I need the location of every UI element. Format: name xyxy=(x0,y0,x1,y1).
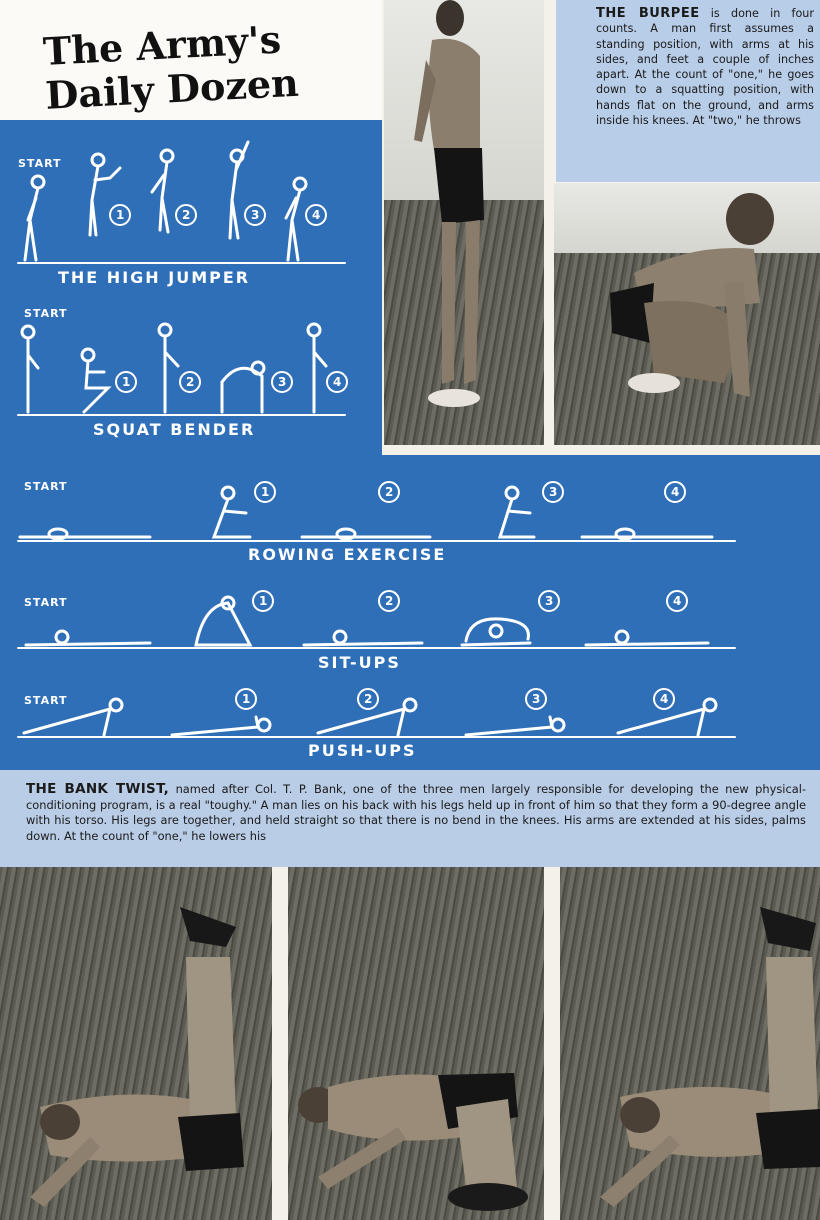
count-3: 3 xyxy=(251,208,260,222)
standing-man-figure xyxy=(384,0,544,445)
high-jumper-caption: THE HIGH JUMPER xyxy=(58,268,251,287)
count-2: 2 xyxy=(385,485,394,499)
bank-twist-body: named after Col. T. P. Bank, one of the three men largely responsible for developing the new physical-conditioning program, is a real "toughy." A man lies on his back with his legs held up in front of him so that they form a 90-degree angle with his torso. His legs are together, and held straight so that there is no bend in the knees. His arms are extended at his sides, palms down. At the count of "one," he lowers his xyxy=(26,782,806,843)
bank-twist-figure-3 xyxy=(560,867,820,1220)
count-3: 3 xyxy=(549,485,558,499)
burpee-text-box xyxy=(556,0,820,182)
count-4: 4 xyxy=(312,208,321,222)
count-4: 4 xyxy=(660,692,669,706)
photo-bank-twist-2 xyxy=(288,867,544,1220)
count-3: 3 xyxy=(532,692,541,706)
count-1: 1 xyxy=(122,375,131,389)
photo-burpee-squat xyxy=(554,183,820,445)
count-1: 1 xyxy=(259,594,268,608)
count-numerals-mid xyxy=(0,455,820,770)
count-3: 3 xyxy=(278,375,287,389)
count-1: 1 xyxy=(116,208,125,222)
exercise-panel-mid xyxy=(0,455,820,770)
title-line-1: The Army's xyxy=(41,16,283,74)
count-1: 1 xyxy=(261,485,270,499)
photo-burpee-standing xyxy=(384,0,544,445)
bank-twist-heading: THE BANK TWIST, xyxy=(26,781,170,797)
squat-bender-caption: SQUAT BENDER xyxy=(93,420,256,439)
count-2: 2 xyxy=(182,208,191,222)
burpee-paragraph xyxy=(596,6,814,128)
bank-twist-text-box xyxy=(0,770,820,867)
title-line-2: Daily Dozen xyxy=(44,59,300,118)
count-numerals-top xyxy=(0,120,382,460)
rowing-start-label: START xyxy=(24,480,68,493)
photo-bank-twist-1 xyxy=(0,867,272,1220)
count-2: 2 xyxy=(364,692,373,706)
bank-twist-paragraph xyxy=(26,782,806,844)
squatting-man-figure xyxy=(554,183,820,445)
situps-caption: SIT-UPS xyxy=(318,653,401,672)
count-4: 4 xyxy=(333,375,342,389)
bank-twist-figure-2 xyxy=(288,867,544,1220)
burpee-body: is done in four counts. A man first assumes a standing position, with arms at his sides, and feet a couple of inches apart. At the count of "one," he goes down to a squatting position, with hands flat on the ground, and arms inside his knees. At "two," he throws xyxy=(596,7,814,128)
burpee-heading: THE BURPEE xyxy=(596,6,700,21)
count-4: 4 xyxy=(673,594,682,608)
title-card xyxy=(0,0,382,135)
rowing-caption: ROWING EXERCISE xyxy=(248,545,447,564)
count-2: 2 xyxy=(186,375,195,389)
count-3: 3 xyxy=(545,594,554,608)
situps-start-label: START xyxy=(24,596,68,609)
bank-twist-figure-1 xyxy=(0,867,272,1220)
count-1: 1 xyxy=(242,692,251,706)
count-4: 4 xyxy=(671,485,680,499)
squat-bender-start-label: START xyxy=(24,307,68,320)
high-jumper-start-label: START xyxy=(18,157,62,170)
photo-bank-twist-3 xyxy=(560,867,820,1220)
page-title xyxy=(42,17,300,118)
pushups-start-label: START xyxy=(24,694,68,707)
pushups-caption: PUSH-UPS xyxy=(308,741,417,760)
count-2: 2 xyxy=(385,594,394,608)
